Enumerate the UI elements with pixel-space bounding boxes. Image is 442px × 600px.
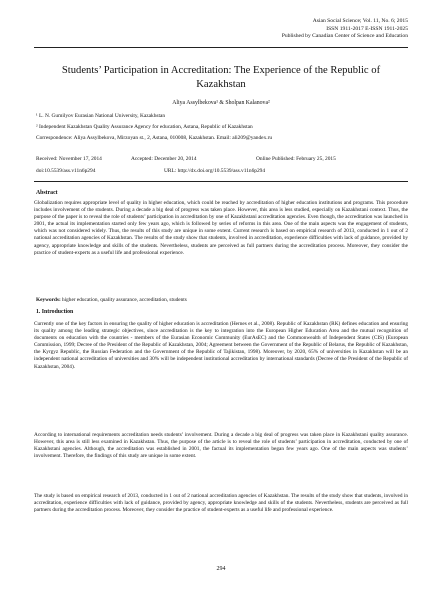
journal-issn: ISSN 1911-2017 E-ISSN 1911-2025 <box>326 25 408 32</box>
intro-heading: 1. Introduction <box>36 309 74 315</box>
journal-volume: Asian Social Science; Vol. 11, No. 6; 2015 <box>312 18 408 24</box>
online-date: Online Published: February 25, 2015 <box>256 156 336 162</box>
author-list: Aliya Assylbekova¹ & Sholpan Kalanova² <box>172 100 270 106</box>
doi-line <box>36 168 408 176</box>
doi-url: URL: http://dx.doi.org/10.5539/ass.v11n6p294 <box>164 168 266 174</box>
intro-paragraph-1: Currently one of the key factors in ensuring the quality of higher education is accreditation (Hernes et al., 2008). Republic of Kazakhstan (RK) defines education and ensuring its quality among the leading strategic objectives, since accreditation is the key to integration into the European Higher Education Area and the mutual recognition of documents on education with the countries - members of the Eurasian Economic Community (EurAsEC) and the Commonwealth of Independent States (CIS) (European Commission, 1999; Decree of the President of the Republic of Kazakhstan, 2004; Agreement between the Government of the Republic of Belarus, the Republic of Kazakhstan, the Kyrgyz Republic, the Russian Federation and the Government of the Republic of Tajikistan, 1998). Moreover, by 2020, 65% of universities in Kazakhstan will be an independent national accreditation of universities and 30% will be independent institutional accreditation by international standards (Decree of the President of the Republic of Kazakhstan, 2004). <box>34 321 408 370</box>
keywords <box>36 297 408 303</box>
accepted-date: Accepted: December 20, 2014 <box>131 156 197 162</box>
dates-rule <box>34 181 408 182</box>
affiliation-2: ² Independent Kazakhstan Quality Assurance Agency for education, Astana, Republic of Kazakhstan <box>36 124 253 130</box>
correspondence: Correspondence: Aliya Assylbekova, Mirzoyan st., 2, Astana, 010008, Kazakhstan. Email: ali209@yandex.ru <box>36 135 273 141</box>
journal-publisher: Published by Canadian Center of Science and Education <box>281 33 408 40</box>
keywords-label: Keywords: <box>36 297 61 303</box>
page-number: 294 <box>216 566 226 572</box>
received-date: Received: November 17, 2014 <box>36 156 102 162</box>
intro-paragraph-3: The study is based on empirical research of 2013, conducted in 1 out of 2 national accreditation agencies of Kazakhstan. The results of the study show that students, involved in accreditation, experience difficulties with lack of guidance, provided by agency, appropriate knowledge and skills of the students. Nevertheless, students are perceived as full partners during the accreditation process. Moreover, they consider the practice of student-experts as a useful life and professional experience. <box>34 493 408 514</box>
doi: doi:10.5539/ass.v11n6p294 <box>36 168 96 174</box>
header-rule <box>34 47 408 48</box>
keywords-text: higher education, quality assurance, accreditation, students <box>60 297 187 303</box>
intro-paragraph-2: According to international requirements accreditation needs students’ involvement. During a decade a big deal of progress was taken place in Kazakhstani quality assurance. However, this area is still less examined in Kazakhstan. Thus, the purpose of the article is to reveal the role of students’ participation in accreditation, conducted by one of Kazakhstani agencies. Although, the accreditation was established in 2001, the factual its implementation began few years ago. One of the main aspects was students’ involvement. Therefore, the findings of this study are unique in some extent. <box>34 432 408 460</box>
paper-title: Students’ Participation in Accreditation: The Experience of the Republic of Kazakhstan <box>61 65 381 90</box>
journal-header <box>282 18 408 41</box>
publication-dates <box>36 156 408 164</box>
abstract-text: Globalization requires appropriate level of quality in higher education, which could be reached by accreditation of higher education institutions and programs. This procedure includes involvement of the students. During a decade a big deal of progress was taken place. However, this area is less studied, especially on Kazakhstani context. Thus, the purpose of the paper is to reveal the role of students’ participation in accreditation by one of Kazakhstani accreditation agencies. Even though, the accreditation was launched in 2001, the actual its implementation started only few years ago, which is followed by series of reforms in this area. One of the main aspects was the engagement of students, which was not considered widely. Thus, the results of this study are unique in some extent. Current research is based on empirical research of 2013, conducted in 1 out of 2 national accreditation agencies of Kazakhstan. The results of the study show that students, involved in accreditation, experience difficulties with lack of guidance, provided by agency, appropriate knowledge and skills of the students. Nevertheless, students are perceived as full partners during the accreditation process. Moreover, they consider the practice of student-experts as a useful life and professional experience. <box>34 200 408 256</box>
affiliation-1: ¹ L. N. Gumilyov Eurasian National University, Kazakhstan <box>36 113 166 119</box>
abstract-heading: Abstract <box>36 190 58 196</box>
